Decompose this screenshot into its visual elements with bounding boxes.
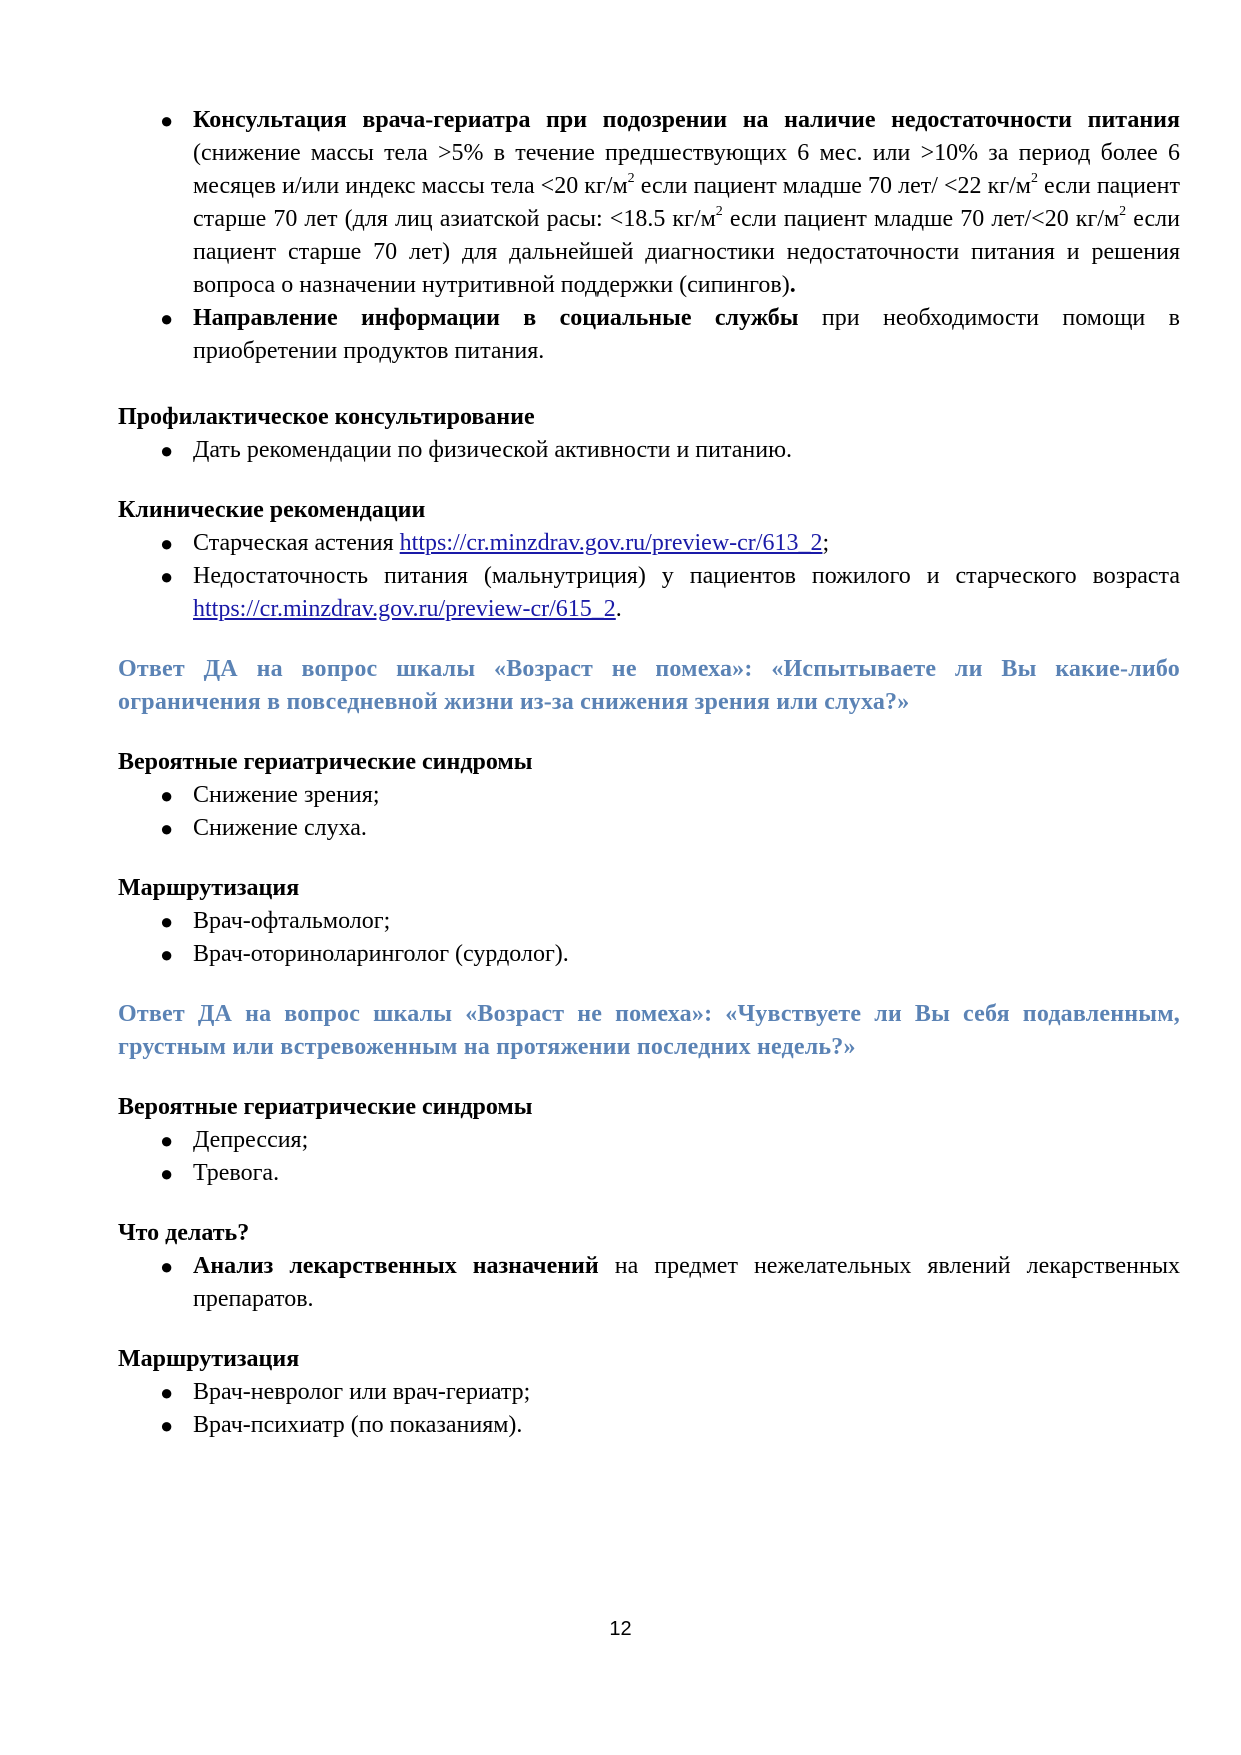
list-item: ● Направление информации в социальные службы при необходимости помощи в приобретении продуктов питания. xyxy=(118,302,1180,368)
list-item: ● Депрессия; xyxy=(118,1124,1180,1157)
bullet-icon: ● xyxy=(160,816,174,841)
link-asthenia[interactable]: https://cr.minzdrav.gov.ru/preview-cr/613_2 xyxy=(399,530,823,556)
bullet-icon: ● xyxy=(160,783,174,808)
bullet-icon: ● xyxy=(160,1413,174,1438)
list-item: ● Снижение слуха. xyxy=(118,812,1180,845)
page-number: 12 xyxy=(609,1618,632,1640)
bullet-icon: ● xyxy=(160,909,174,934)
list-item: ● Врач-оториноларинголог (сурдолог). xyxy=(118,938,1180,971)
bullet-icon: ● xyxy=(160,531,174,556)
question-heading: Ответ ДА на вопрос шкалы «Возраст не помеха»: «Чувствуете ли Вы себя подавленным, грустным или встревоженным на протяжении последних недель?» xyxy=(118,1001,1180,1060)
routing-list xyxy=(118,905,1180,971)
intro-list xyxy=(118,104,1180,368)
syndromes-heading: Вероятные гериатрические синдромы xyxy=(118,1094,533,1120)
document-page xyxy=(118,104,1180,1442)
list-item: ● Консультация врача-гериатра при подозрении на наличие недостаточности питания (снижение массы тела >5% в течение предшествующих 6 мес. или >10% за период более 6 месяцев и/или индекс массы тела <20 $кг/м^2$ если пациент младше 70 лет/ <22 $кг/м^2$ если пациент старше 70 лет (для лиц азиатской расы: <18.5 $кг/м^2$ если пациент младше 70 лет/<20 $кг/м^2$ если пациент старше 70 лет) для дальнейшей диагностики недостаточности питания и решения вопроса о назначении нутритивной поддержки (сипингов). xyxy=(118,104,1180,302)
bullet-icon: ● xyxy=(160,1161,174,1186)
list-item: ● Недостаточность питания (мальнутриция) у пациентов пожилого и старческого возраста https://cr.minzdrav.gov.ru/preview-cr/615_2. xyxy=(118,560,1180,626)
list-item: ● Тревога. xyxy=(118,1157,1180,1190)
list-item: ● Врач-невролог или врач-гериатр; xyxy=(118,1376,1180,1409)
syndromes-list xyxy=(118,1124,1180,1190)
syndromes-heading: Вероятные гериатрические синдромы xyxy=(118,749,533,775)
bullet-icon: ● xyxy=(160,306,174,331)
what-to-do-list xyxy=(118,1250,1180,1316)
bullet-icon: ● xyxy=(160,942,174,967)
question-heading: Ответ ДА на вопрос шкалы «Возраст не помеха»: «Испытываете ли Вы какие-либо ограничения в повседневной жизни из-за снижения зрения или слуха?» xyxy=(118,656,1180,715)
routing-heading: Маршрутизация xyxy=(118,1346,300,1372)
routing-list xyxy=(118,1376,1180,1442)
list-item: ● Снижение зрения; xyxy=(118,779,1180,812)
list-item: ● Врач-психиатр (по показаниям). xyxy=(118,1409,1180,1442)
bullet-icon: ● xyxy=(160,1380,174,1405)
prevention-list xyxy=(118,434,1180,467)
list-item: ● Старческая астения https://cr.minzdrav.gov.ru/preview-cr/613_2; xyxy=(118,527,1180,560)
syndromes-list xyxy=(118,779,1180,845)
link-malnutrition[interactable]: https://cr.minzdrav.gov.ru/preview-cr/615_2 xyxy=(193,596,616,622)
list-item: ● Анализ лекарственных назначений на предмет нежелательных явлений лекарственных препаратов. xyxy=(118,1250,1180,1316)
bullet-icon: ● xyxy=(160,1254,174,1279)
clinical-heading: Клинические рекомендации xyxy=(118,497,426,523)
bullet-icon: ● xyxy=(160,108,174,133)
clinical-list xyxy=(118,527,1180,626)
bullet-icon: ● xyxy=(160,1128,174,1153)
what-to-do-heading: Что делать? xyxy=(118,1220,250,1246)
routing-heading: Маршрутизация xyxy=(118,875,300,901)
list-item: ● Дать рекомендации по физической активности и питанию. xyxy=(118,434,1180,467)
bullet-icon: ● xyxy=(160,564,174,589)
prevention-heading: Профилактическое консультирование xyxy=(118,404,535,430)
bullet-icon: ● xyxy=(160,438,174,463)
list-item: ● Врач-офтальмолог; xyxy=(118,905,1180,938)
